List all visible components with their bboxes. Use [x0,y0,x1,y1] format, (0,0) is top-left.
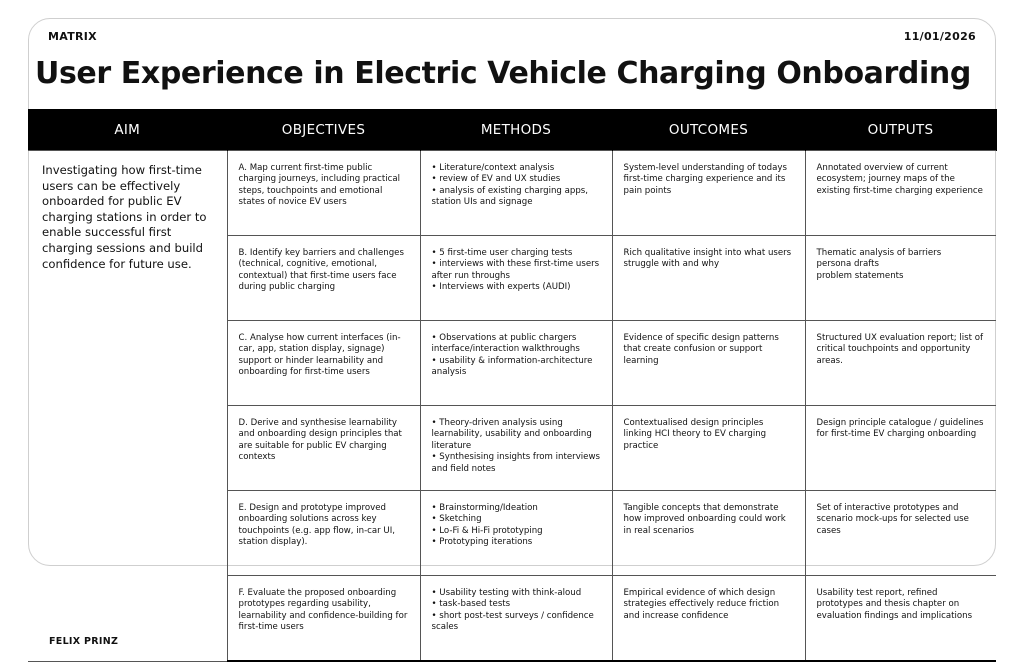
outcome-cell: Contextualised design principles linking HCI theory to EV charging practice [612,406,805,491]
objective-cell: B. Identify key barriers and challenges (technical, cognitive, emotional, contextual) that first-time users face during public charging [227,236,420,321]
method-item: • Prototyping iterations [431,537,533,548]
output-item: Structured UX evaluation report; list of critical touchpoints and opportunity areas. [816,333,984,366]
objective-cell: E. Design and prototype improved onboarding solutions across key touchpoints (e.g. app flow, in-car UI, station display). [227,491,420,576]
method-item: • review of EV and UX studies [431,174,561,185]
outcome-cell: Evidence of specific design patterns that create confusion or support learning [612,321,805,406]
output-item: persona drafts [816,259,879,270]
method-item: • Brainstorming/Ideation [431,503,538,513]
method-item: • short post-test surveys / confidence scales [431,610,594,633]
table-row [28,151,996,236]
table-header-row [28,109,996,151]
outcome-cell: System-level understanding of todays first-time charging experience and its pain points [612,151,805,236]
matrix-label: MATRIX [48,30,97,43]
output-cell [805,406,996,491]
output-cell [805,321,996,406]
aim-cell [28,151,227,662]
method-item: • Lo-Fi & Hi-Fi prototyping [431,525,543,536]
column-header-objectives: OBJECTIVES [227,109,420,151]
objective-cell: F. Evaluate the proposed onboarding prototypes regarding usability, learnability and confidence-building for first-time users [227,576,420,662]
method-item: • usability & information-architecture analysis [431,355,593,378]
methods-cell [420,321,612,406]
output-item: Annotated overview of current ecosystem; journey maps of the existing first-time charging experience [816,163,983,196]
method-item: • Interviews with experts (AUDI) [431,282,571,293]
output-item: Set of interactive prototypes and scenario mock-ups for selected use cases [816,503,969,536]
method-item: • Literature/context analysis [431,163,555,173]
column-header-methods: METHODS [420,109,612,151]
methods-cell [420,491,612,576]
methods-cell [420,406,612,491]
page-title: User Experience in Electric Vehicle Charging Onboarding [35,56,971,91]
output-cell [805,236,996,321]
output-item: Thematic analysis of barriers [816,248,942,258]
objective-cell: C. Analyse how current interfaces (in-car, app, station display, signage) support or hinder learnability and onboarding for first-time users [227,321,420,406]
method-item: • Usability testing with think-aloud [431,588,582,598]
objective-cell: A. Map current first-time public charging journeys, including practical steps, touchpoints and emotional states of novice EV users [227,151,420,236]
methods-cell [420,236,612,321]
method-item: • Observations at public chargers interface/interaction walkthroughs [431,333,580,355]
methods-cell [420,576,612,662]
author-name: FELIX PRINZ [49,635,119,647]
methods-cell [420,151,612,236]
output-cell [805,491,996,576]
aim-text: Investigating how first-time users can be effectively onboarded for public EV charging stations in order to enable successful first charging sessions and build confidence for future use. [42,163,207,271]
column-header-outputs: OUTPUTS [805,109,996,151]
column-header-aim: AIM [28,109,227,151]
method-item: • analysis of existing charging apps, station UIs and signage [431,185,589,208]
method-item: • interviews with these first-time users after run throughs [431,259,600,281]
method-item: • task-based tests [431,599,511,610]
outcome-cell: Empirical evidence of which design strategies effectively reduce friction and increase confidence [612,576,805,662]
output-item: Usability test report, refined prototypes and thesis chapter on evaluation findings and implications [816,588,973,621]
research-matrix-table [28,109,997,662]
output-cell [805,151,996,236]
outcome-cell: Tangible concepts that demonstrate how improved onboarding could work in real scenarios [612,491,805,576]
output-item: Design principle catalogue / guidelines for first-time EV charging onboarding [816,418,984,440]
method-item: • Theory-driven analysis using learnability, usability and onboarding literature [431,418,592,451]
method-item: • 5 first-time user charging tests [431,248,573,258]
method-item: • Synthesising insights from interviews and field notes [431,452,600,474]
column-header-outcomes: OUTCOMES [612,109,805,151]
outcome-cell: Rich qualitative insight into what users struggle with and why [612,236,805,321]
method-item: • Sketching [431,514,482,525]
date-label: 11/01/2026 [903,30,976,43]
output-item: problem statements [816,270,904,281]
output-cell [805,576,996,662]
objective-cell: D. Derive and synthesise learnability and onboarding design principles that are suitable for public EV charging contexts [227,406,420,491]
